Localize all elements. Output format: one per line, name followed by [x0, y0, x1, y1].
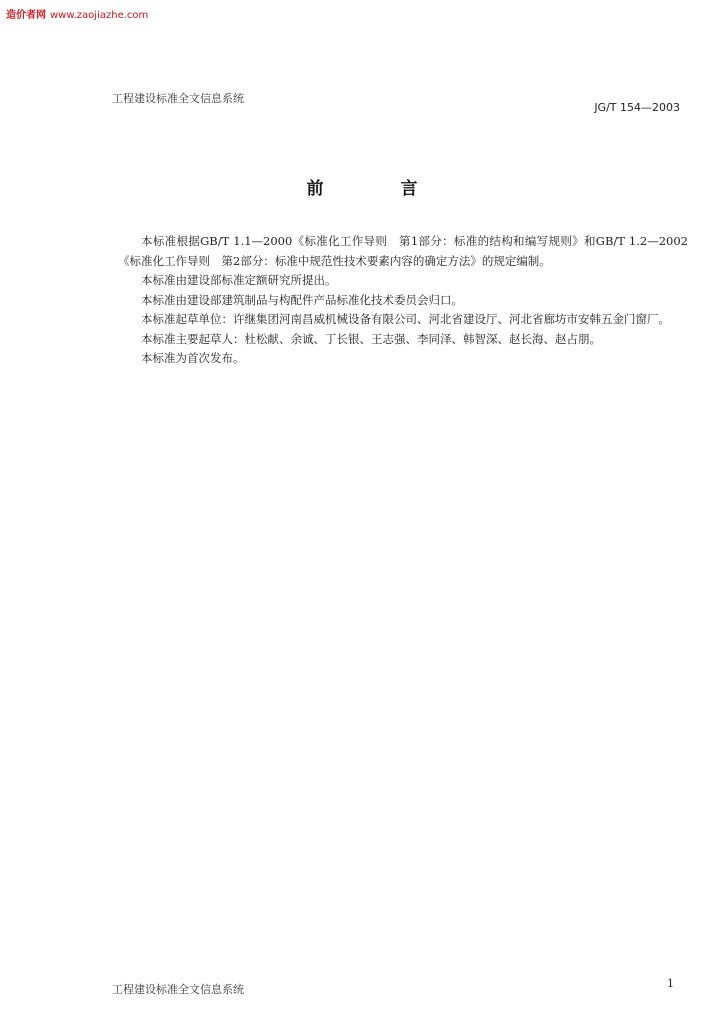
watermark-url[interactable]: www.zaojiazhe.com — [50, 10, 149, 21]
watermark-site-name: 造价者网 — [6, 10, 46, 21]
paragraph-drafting-units: 本标准起草单位：许继集团河南昌威机械设备有限公司、河北省建设厅、河北省廊坊市安韩五金门窗厂。 — [141, 312, 670, 326]
paragraph-first-release: 本标准为首次发布。 — [141, 351, 245, 365]
foreword-body — [118, 232, 688, 369]
page-number: 1 — [667, 977, 674, 990]
paragraph-basis: 本标准根据GB/T 1.1—2000《标准化工作导则 第1部分：标准的结构和编写规则》和GB/T 1.2—2002《标准化工作导则 第2部分：标准中规范性技术要素内容的确定方法》的规定编制。 — [118, 234, 688, 268]
paragraph-proposer: 本标准由建设部标准定额研究所提出。 — [141, 273, 337, 287]
watermark — [6, 6, 148, 21]
paragraph-drafters: 本标准主要起草人：杜松献、余诚、丁长银、王志强、李同泽、韩智深、赵长海、赵占朋。 — [141, 331, 601, 346]
paragraph-committee: 本标准由建设部建筑制品与构配件产品标准化技术委员会归口。 — [141, 292, 463, 307]
page-title: 前 言 — [306, 179, 448, 199]
standard-number: JG/T 154—2003 — [594, 101, 680, 114]
footer-system-name: 工程建设标准全文信息系统 — [112, 983, 244, 996]
header-system-name: 工程建设标准全文信息系统 — [112, 92, 244, 105]
